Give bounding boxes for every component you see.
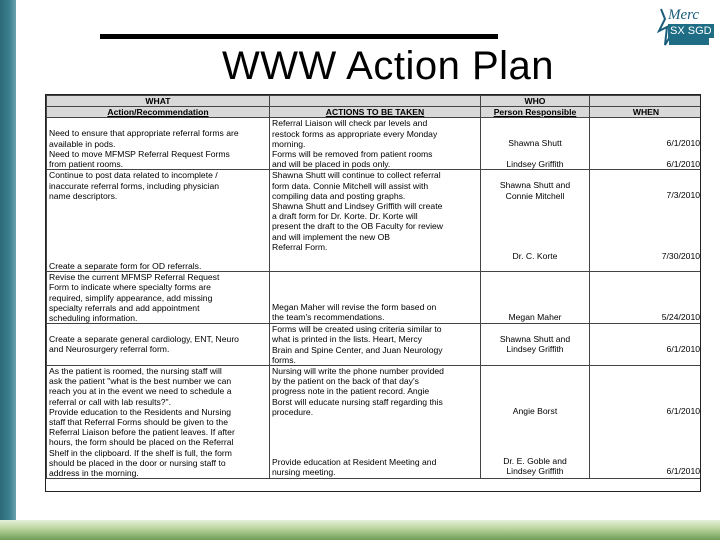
cell-line <box>592 386 700 396</box>
cell-line: 5/24/2010 <box>661 312 700 323</box>
cell-line <box>483 366 587 376</box>
cell-line: Angie Borst <box>512 406 558 417</box>
header-what: WHAT <box>47 96 270 107</box>
cell-line: form data. Connie Mitchell will assist with <box>272 180 429 191</box>
cell-line: Referral Form. <box>272 241 328 252</box>
cell-line: nursing meeting. <box>272 467 336 478</box>
cell-line: Lindsey Griffith <box>506 344 564 355</box>
cell-line: hours, the form should be placed on the Referral <box>49 437 234 448</box>
header-when: WHEN <box>590 107 702 118</box>
cell-line <box>49 251 267 261</box>
cell-line: Provide education at Resident Meeting and <box>272 457 437 468</box>
cell-line: a draft form for Dr. Korte. Dr. Korte will <box>272 211 418 222</box>
header-action-recommendation: Action/Recommendation <box>47 107 270 118</box>
cell-line: address in the morning. <box>49 468 139 479</box>
cell-line <box>483 376 587 386</box>
cell-line <box>49 324 267 334</box>
cell-line <box>592 446 700 456</box>
cell-line: and will be placed in pods only. <box>272 159 391 170</box>
table-row <box>47 366 702 479</box>
cell-line: 6/1/2010 <box>666 344 700 355</box>
cell-line: Referral Liaison before the patient leaves. If after <box>49 427 235 438</box>
cell-line <box>592 180 700 190</box>
cell-line: forms. <box>272 354 296 365</box>
cell-line: 6/1/2010 <box>666 158 700 169</box>
cell-line: staff that Referral Forms should be given to the <box>49 417 228 428</box>
cell-line <box>49 241 267 251</box>
cell-line <box>483 446 587 456</box>
cell-actions-taken <box>270 366 481 479</box>
cell-actions-taken <box>270 118 481 170</box>
cell-line <box>272 427 478 437</box>
cell-action <box>47 366 270 479</box>
cell-line: restock forms as appropriate every Monday <box>272 128 438 139</box>
cell-line: Forms will be created using criteria similar to <box>272 324 442 335</box>
cell-line: Megan Maher <box>508 312 562 323</box>
cell-line: Create a separate form for OD referrals. <box>49 261 202 272</box>
cell-line <box>483 302 587 312</box>
cell-line: scheduling information. <box>49 313 138 324</box>
cell-line <box>483 324 587 334</box>
cell-line: the team's recommendations. <box>272 312 385 323</box>
cell-line: Create a separate general cardiology, ENT, Neuro <box>49 334 239 345</box>
cell-line <box>592 396 700 406</box>
cell-line: what is printed in the lists. Heart, Mercy <box>272 334 422 345</box>
cell-line: 6/1/2010 <box>666 138 700 149</box>
cell-line: and Neurosurgery referral form. <box>49 344 170 355</box>
cell-person <box>481 272 590 324</box>
cell-line: As the patient is roomed, the nursing staff will <box>49 366 222 377</box>
cell-line <box>592 456 700 466</box>
cell-line: compiling data and posting graphs. <box>272 190 406 201</box>
cell-line: Brain and Spine Center, and Juan Neurology <box>272 344 443 355</box>
cell-line: from patient rooms. <box>49 159 124 170</box>
cell-line <box>49 231 267 241</box>
cell-line <box>592 282 700 292</box>
cell-line: Shawna Shutt and <box>499 180 571 191</box>
bottom-accent-bar <box>0 520 720 540</box>
cell-actions-taken <box>270 170 481 272</box>
cell-line: required, simplify appearance, add missing <box>49 292 213 303</box>
cell-line: Connie Mitchell <box>505 190 565 201</box>
cell-line: name descriptors. <box>49 190 118 201</box>
cell-person <box>481 118 590 170</box>
cell-person <box>481 366 590 479</box>
cell-line <box>272 292 478 302</box>
cell-line: morning. <box>272 138 306 149</box>
cell-line <box>483 149 587 159</box>
cell-line: ask the patient "what is the best number we can <box>49 376 232 387</box>
cell-line <box>592 221 700 231</box>
cell-line: Shawna Shutt and <box>499 334 571 345</box>
cell-action <box>47 324 270 366</box>
cell-line: and will implement the new OB <box>272 231 390 242</box>
page-title: WWW Action Plan <box>222 44 555 88</box>
cell-line <box>592 416 700 426</box>
cell-line: by the patient on the back of that day's <box>272 376 419 387</box>
cell-line: present the draft to the OB Faculty for review <box>272 221 443 232</box>
left-accent-bar <box>0 0 16 540</box>
cell-line <box>483 211 587 221</box>
cell-line <box>592 118 700 128</box>
cell-line: referral or call with lab results?". <box>49 396 171 407</box>
cell-when <box>590 118 702 170</box>
cell-line <box>592 436 700 446</box>
cell-line <box>483 201 587 211</box>
cell-line: Nursing will write the phone number provided <box>272 366 444 377</box>
cell-person <box>481 170 590 272</box>
cell-line: Lindsey Griffith <box>506 466 564 477</box>
cell-line: Borst will educate nursing staff regarding this <box>272 396 443 407</box>
cell-line <box>483 386 587 396</box>
cell-line: available in pods. <box>49 138 116 149</box>
cell-line: Provide education to the Residents and Nursing <box>49 406 232 417</box>
cell-line: Dr. C. Korte <box>512 250 558 261</box>
cell-line: Shawna Shutt will continue to collect referral <box>272 170 441 181</box>
cell-person <box>481 324 590 366</box>
cell-line <box>272 282 478 292</box>
cell-line <box>483 128 587 138</box>
logo-text-top: Merc <box>668 7 700 23</box>
cell-line <box>592 376 700 386</box>
cell-line <box>49 201 267 211</box>
cell-line: Megan Maher will revise the form based on <box>272 302 437 313</box>
cell-line <box>483 282 587 292</box>
cell-line <box>592 292 700 302</box>
cell-line <box>592 201 700 211</box>
cell-line: 6/1/2010 <box>666 466 700 477</box>
cell-line: procedure. <box>272 406 314 417</box>
header-actions-to-be-taken: ACTIONS TO BE TAKEN <box>270 107 481 118</box>
cell-line: progress note in the patient record. Angie <box>272 386 430 397</box>
cell-line: Revise the current MFMSP Referral Request <box>49 272 220 283</box>
cell-line <box>592 241 700 251</box>
cell-line <box>49 211 267 221</box>
cell-line <box>483 396 587 406</box>
cell-line: specialty referrals and add appointment <box>49 302 200 313</box>
cell-line: Lindsey Griffith <box>506 158 564 169</box>
cell-line <box>592 128 700 138</box>
cell-line: Forms will be removed from patient rooms <box>272 149 433 160</box>
cell-actions-taken <box>270 272 481 324</box>
cell-action <box>47 118 270 170</box>
table-row <box>47 170 702 272</box>
header-person-responsible: Person Responsible <box>481 107 590 118</box>
cell-line <box>592 211 700 221</box>
cell-line: 6/1/2010 <box>666 406 700 417</box>
cell-line: 7/30/2010 <box>661 250 700 261</box>
cell-line <box>483 170 587 180</box>
header-actions-blank <box>270 96 481 107</box>
cell-when <box>590 324 702 366</box>
cell-line <box>272 272 478 282</box>
header-when-blank <box>590 96 702 107</box>
action-plan-table <box>45 94 701 492</box>
cell-line <box>483 118 587 128</box>
cell-line <box>483 426 587 436</box>
cell-line <box>592 149 700 159</box>
cell-when <box>590 272 702 324</box>
cell-line: Shawna Shutt <box>508 138 562 149</box>
cell-line <box>592 426 700 436</box>
cell-line: reach you at in the event we need to schedule a <box>49 386 232 397</box>
cell-action <box>47 170 270 272</box>
cell-line <box>592 366 700 376</box>
logo-text-bottom: SX SGD <box>670 25 712 37</box>
cell-line: Form to indicate where specialty forms are <box>49 282 211 293</box>
cell-line <box>483 221 587 231</box>
table-row <box>47 272 702 324</box>
cell-line: Shelf in the clipboard. If the shelf is full, the form <box>49 447 232 458</box>
table-row <box>47 324 702 366</box>
cell-line <box>272 447 478 457</box>
cell-actions-taken <box>270 324 481 366</box>
title-rule <box>100 34 498 39</box>
header-who: WHO <box>481 96 590 107</box>
cell-line: should be placed in the door or nursing staff to <box>49 457 226 468</box>
cell-line: Referral Liaison will check par levels and <box>272 118 428 129</box>
cell-when <box>590 366 702 479</box>
cell-when <box>590 170 702 272</box>
cell-line <box>483 416 587 426</box>
table-row <box>47 118 702 170</box>
cell-line <box>592 324 700 334</box>
cell-line: inaccurate referral forms, including physician <box>49 180 220 191</box>
cell-line <box>483 272 587 282</box>
cell-line <box>592 231 700 241</box>
cell-line <box>49 221 267 231</box>
cell-line <box>592 170 700 180</box>
cell-line <box>483 436 587 446</box>
cell-line <box>592 334 700 344</box>
cell-line <box>592 272 700 282</box>
cell-line <box>483 241 587 251</box>
cell-line: 7/3/2010 <box>666 190 700 201</box>
logo-text <box>668 8 714 38</box>
cell-line: Need to ensure that appropriate referral forms are <box>49 128 239 139</box>
cell-line <box>483 292 587 302</box>
cell-action <box>47 272 270 324</box>
cell-line <box>272 417 478 427</box>
cell-line <box>483 231 587 241</box>
cell-line: Continue to post data related to incomplete / <box>49 170 218 181</box>
cell-line <box>592 302 700 312</box>
cell-line <box>49 118 267 128</box>
cell-line: Dr. E. Goble and <box>503 456 567 467</box>
cell-line <box>272 437 478 447</box>
cell-line: Shawna Shutt and Lindsey Griffith will create <box>272 201 443 212</box>
cell-line: Need to move MFMSP Referral Request Forms <box>49 148 230 159</box>
